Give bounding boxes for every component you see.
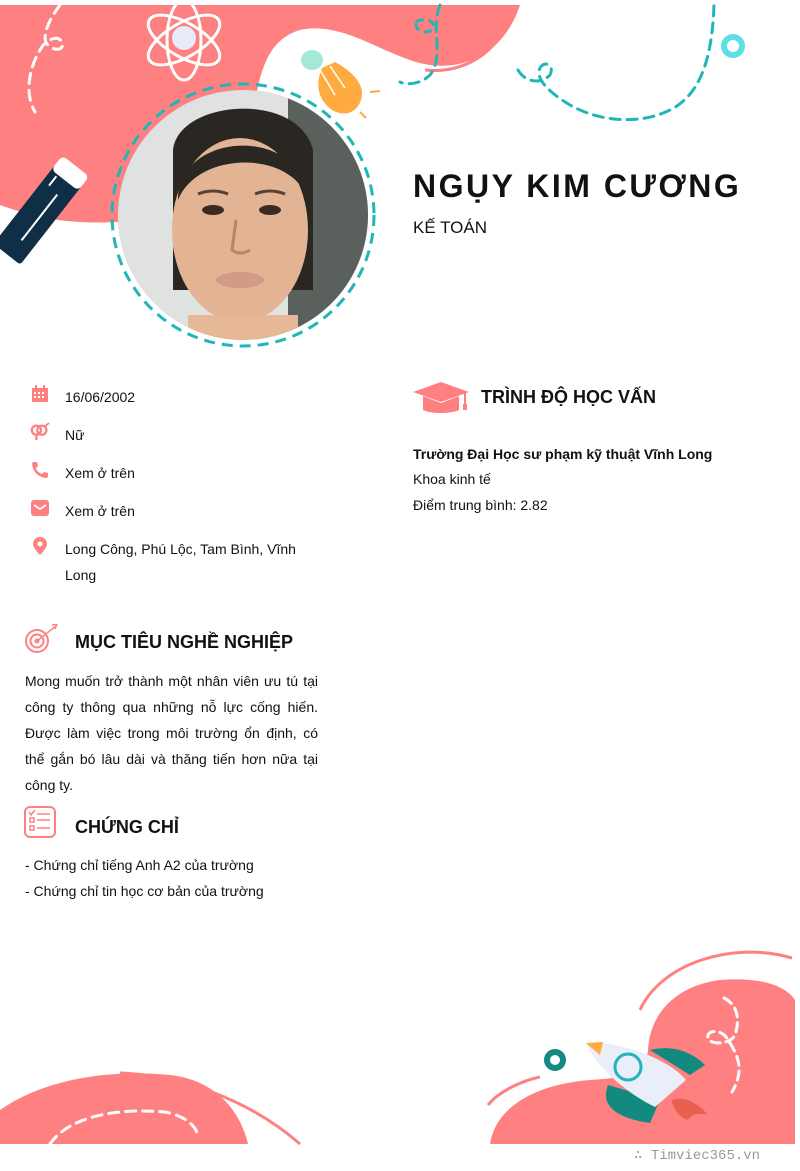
education-school: Trường Đại Học sư phạm kỹ thuật Vĩnh Long (413, 446, 713, 462)
candidate-name: NGỤY KIM CƯƠNG (413, 168, 742, 204)
calendar-icon (30, 384, 50, 404)
certificates-title: CHỨNG CHỈ (75, 817, 179, 837)
phone-icon (30, 460, 50, 480)
birthdate-value: 16/06/2002 (65, 389, 136, 405)
email-value: Xem ở trên (65, 503, 135, 519)
certificate-item: - Chứng chỉ tiếng Anh A2 của trường (25, 857, 254, 873)
info-gender (30, 422, 305, 448)
target-icon (24, 624, 60, 661)
phone-value: Xem ở trên (65, 465, 135, 481)
education-faculty: Khoa kinh tế (413, 471, 491, 487)
career-objective-text: Mong muốn trở thành một nhân viên ưu tú tại công ty thông qua những nỗ lực cống hiến. Được làm việc trong môi trường ổn định, có thể gắn bó lâu dài và thăng tiến hơn nữa tại công ty. (25, 673, 318, 793)
info-email (30, 498, 305, 524)
education-title: TRÌNH ĐỘ HỌC VẤN (481, 387, 656, 407)
gender-icon (30, 422, 50, 442)
career-objective-title: MỤC TIÊU NGHỀ NGHIỆP (75, 632, 294, 652)
watermark: ∴ Timviec365.vn (634, 1148, 761, 1164)
education-gpa: Điểm trung bình: 2.82 (413, 497, 548, 513)
info-phone (30, 460, 305, 486)
graduation-cap-icon (413, 380, 469, 419)
email-icon (30, 498, 50, 518)
profile-photo (118, 90, 368, 340)
location-icon (30, 536, 50, 556)
gender-value: Nữ (65, 427, 85, 443)
job-title: KẾ TOÁN (413, 218, 488, 237)
certificate-item: - Chứng chỉ tin học cơ bản của trường (25, 883, 264, 899)
address-value: Long Công, Phú Lộc, Tam Bình, Vĩnh Long (65, 541, 296, 583)
profile-photo-frame (110, 82, 376, 348)
info-address (30, 536, 305, 588)
checklist-icon (24, 806, 56, 843)
info-birthdate (30, 384, 305, 410)
footer-decoration (0, 930, 800, 1171)
